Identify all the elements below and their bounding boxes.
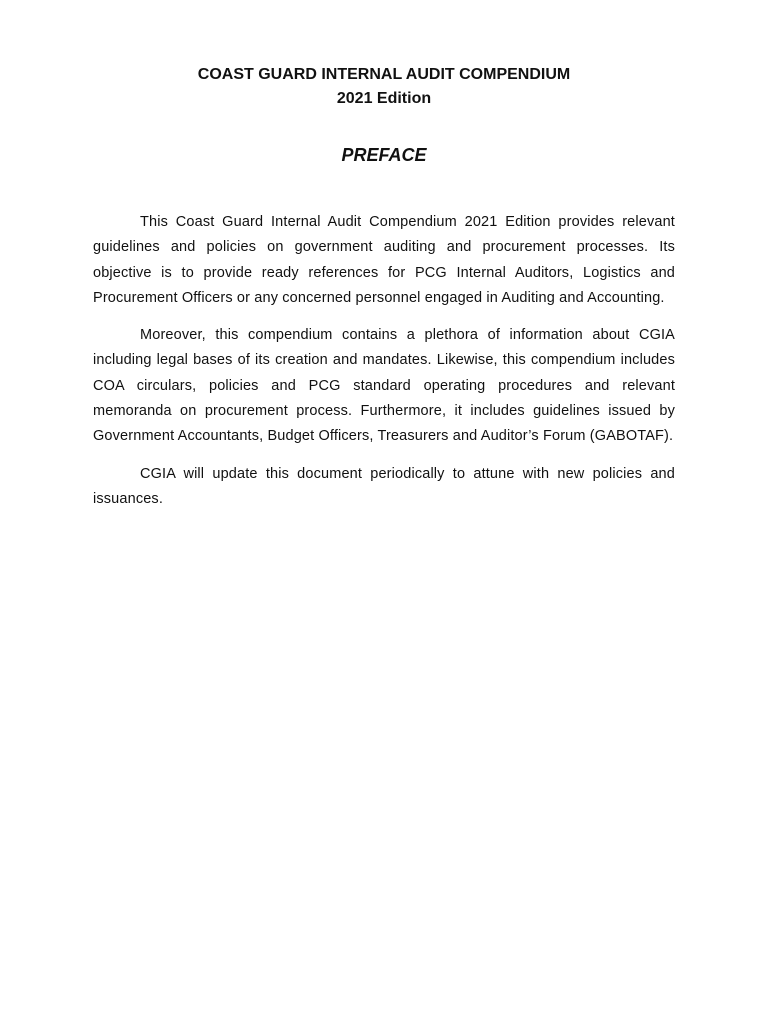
document-title: COAST GUARD INTERNAL AUDIT COMPENDIUM [197, 66, 571, 83]
preface-body [93, 210, 675, 524]
paragraph-1: This Coast Guard Internal Audit Compendium 2021 Edition provides relevant guidelines and policies on government auditing and procurement processes. Its objective is to provide ready references for PCG Internal Auditors, Logistics and Procurement Officers or any concerned personnel engaged in Auditing and Accounting. [93, 214, 675, 306]
document-edition: 2021 Edition [336, 90, 432, 107]
paragraph-3: CGIA will update this document periodically to attune with new policies and issuances. [93, 465, 675, 507]
paragraph-2: Moreover, this compendium contains a plethora of information about CGIA including legal bases of its creation and mandates. Likewise, this compendium includes COA circulars, policies and PCG standard operating procedures and relevant memoranda on procurement process. Furthermore, it includes guidelines issued by Government Accountants, Budget Officers, Treasurers and Auditor’s Forum (GABOTAF). [93, 327, 675, 445]
section-heading: PREFACE [341, 145, 427, 165]
